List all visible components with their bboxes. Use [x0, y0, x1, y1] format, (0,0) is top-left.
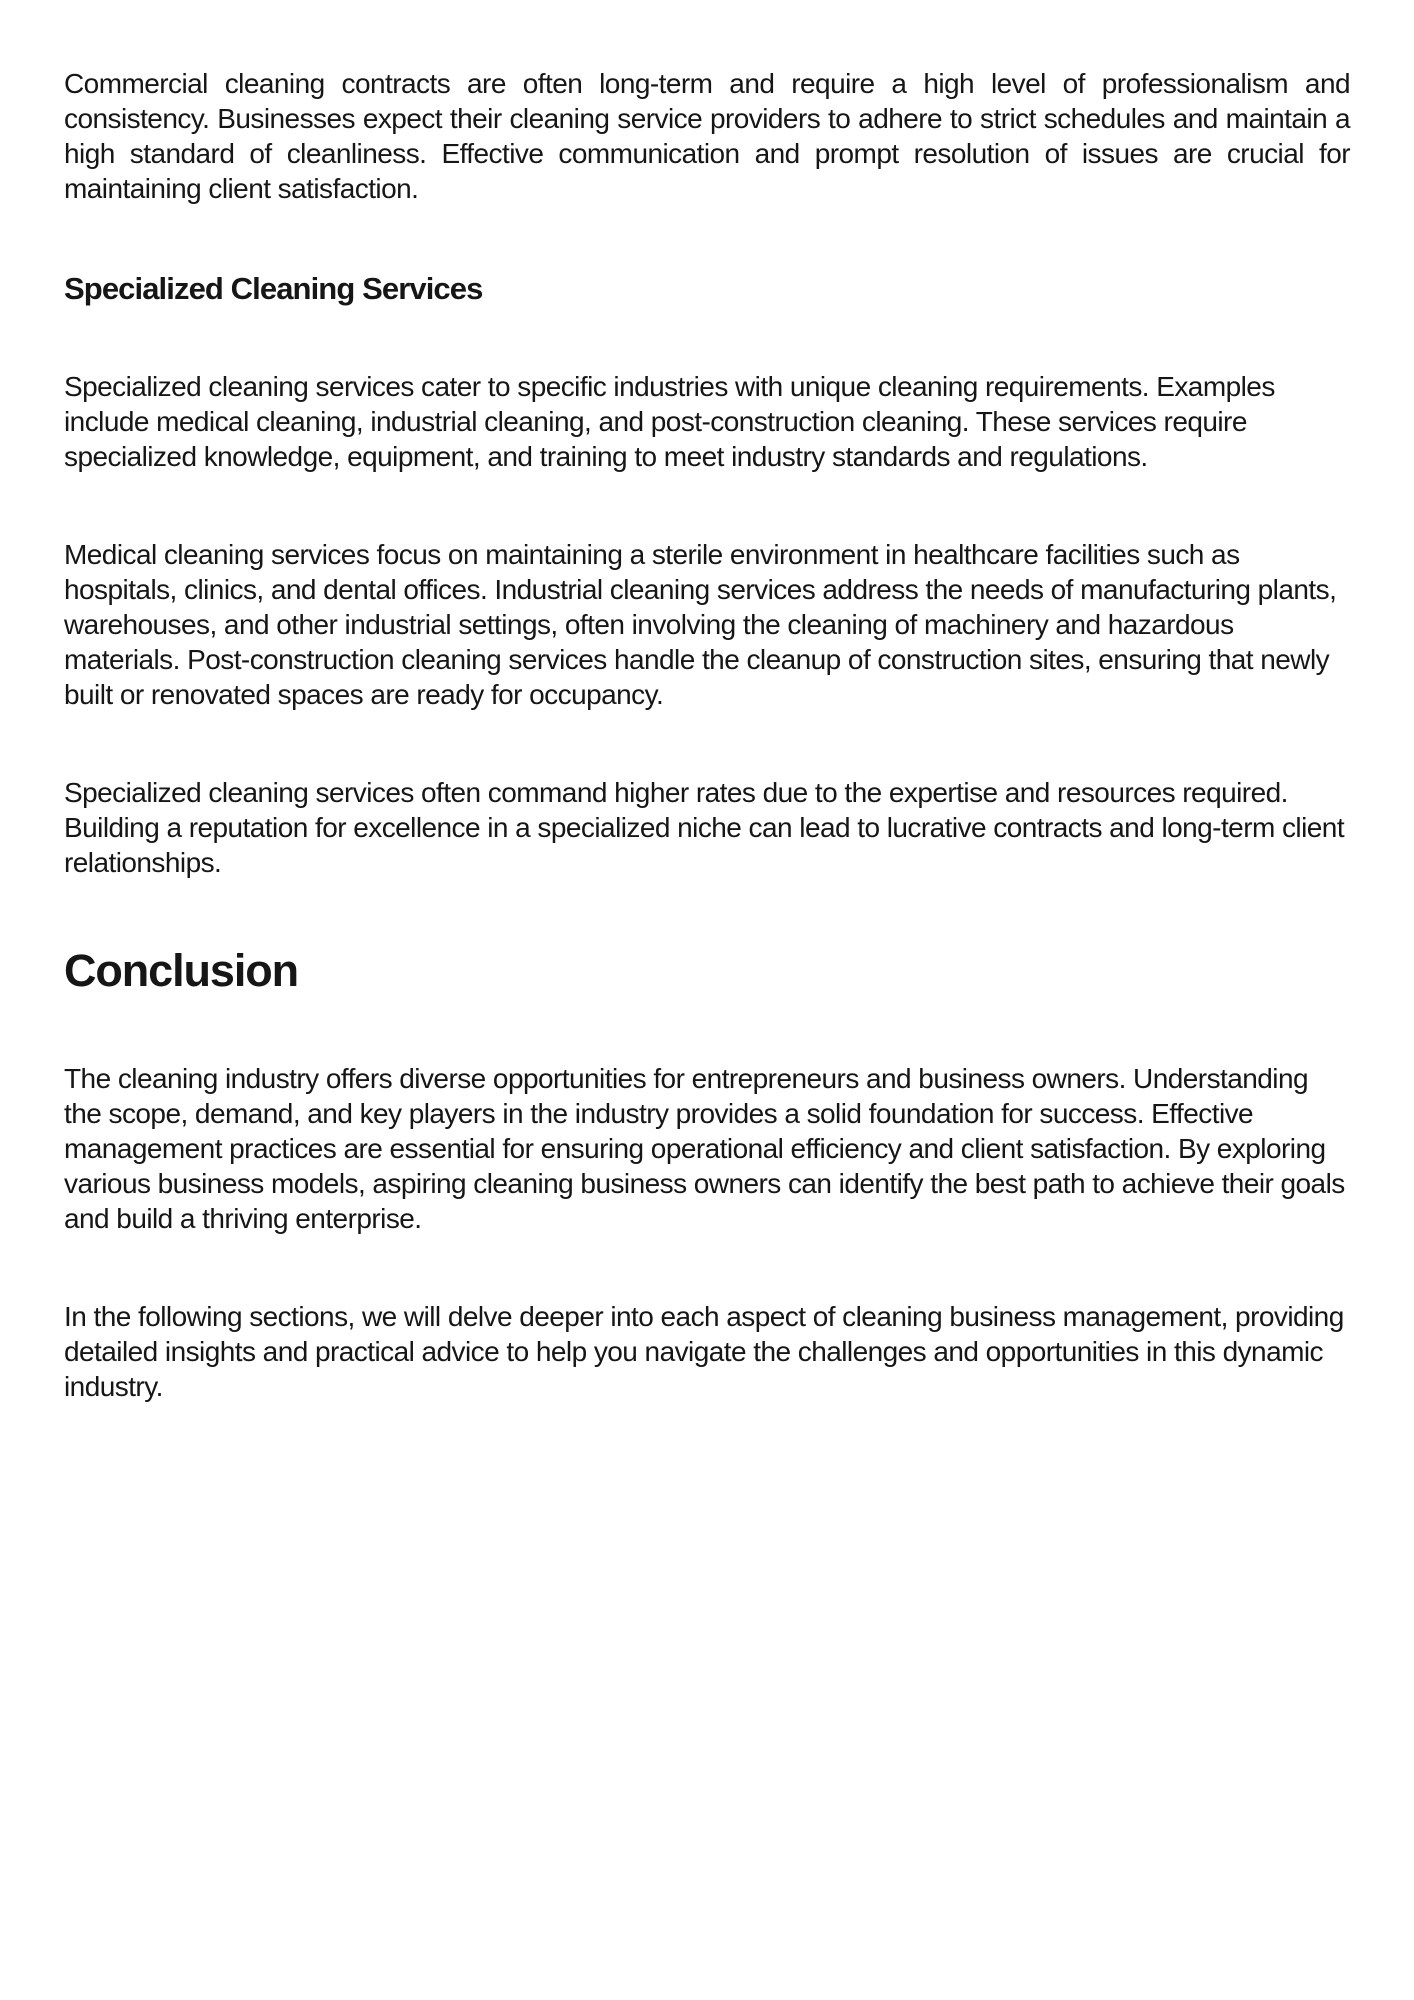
- paragraph-conclusion-summary: The cleaning industry offers diverse opportunities for entrepreneurs and business owners. Understanding the scope, demand, and key players in the industry provides a solid foundation for success. Effective management practices are essential for ensuring operational efficiency and client satisfaction. By exploring various business models, aspiring cleaning business owners can identify the best path to achieve their goals and build a thriving enterprise.: [64, 1063, 1345, 1234]
- heading-specialized-cleaning-services: Specialized Cleaning Services: [64, 271, 483, 306]
- paragraph-commercial-contracts: Commercial cleaning contracts are often long-term and require a high level of professionalism and consistency. Businesses expect their cleaning service providers to adhere to strict schedules and maintain a high standard of cleanliness. Effective communication and prompt resolution of issues are crucial for maintaining client satisfaction.: [64, 68, 1350, 204]
- paragraph-specialized-overview: Specialized cleaning services cater to specific industries with unique cleaning requirements. Examples include medical cleaning, industrial cleaning, and post-construction cleaning. These services require specialized knowledge, equipment, and training to meet industry standards and regulations.: [64, 371, 1275, 472]
- paragraph-specialized-rates: Specialized cleaning services often command higher rates due to the expertise and resources required. Building a reputation for excellence in a specialized niche can lead to lucrative contracts and long-term client relationships.: [64, 777, 1345, 878]
- paragraph-medical-industrial-postconstruction: Medical cleaning services focus on maintaining a sterile environment in healthcare facilities such as hospitals, clinics, and dental offices. Industrial cleaning services address the needs of manufacturing plants, warehouses, and other industrial settings, often involving the cleaning of machinery and hazardous materials. Post-construction cleaning services handle the cleanup of construction sites, ensuring that newly built or renovated spaces are ready for occupancy.: [64, 539, 1337, 710]
- paragraph-conclusion-following-sections: In the following sections, we will delve deeper into each aspect of cleaning business management, providing detailed insights and practical advice to help you navigate the challenges and opportunities in this dynamic industry.: [64, 1301, 1344, 1402]
- heading-conclusion: Conclusion: [64, 945, 298, 996]
